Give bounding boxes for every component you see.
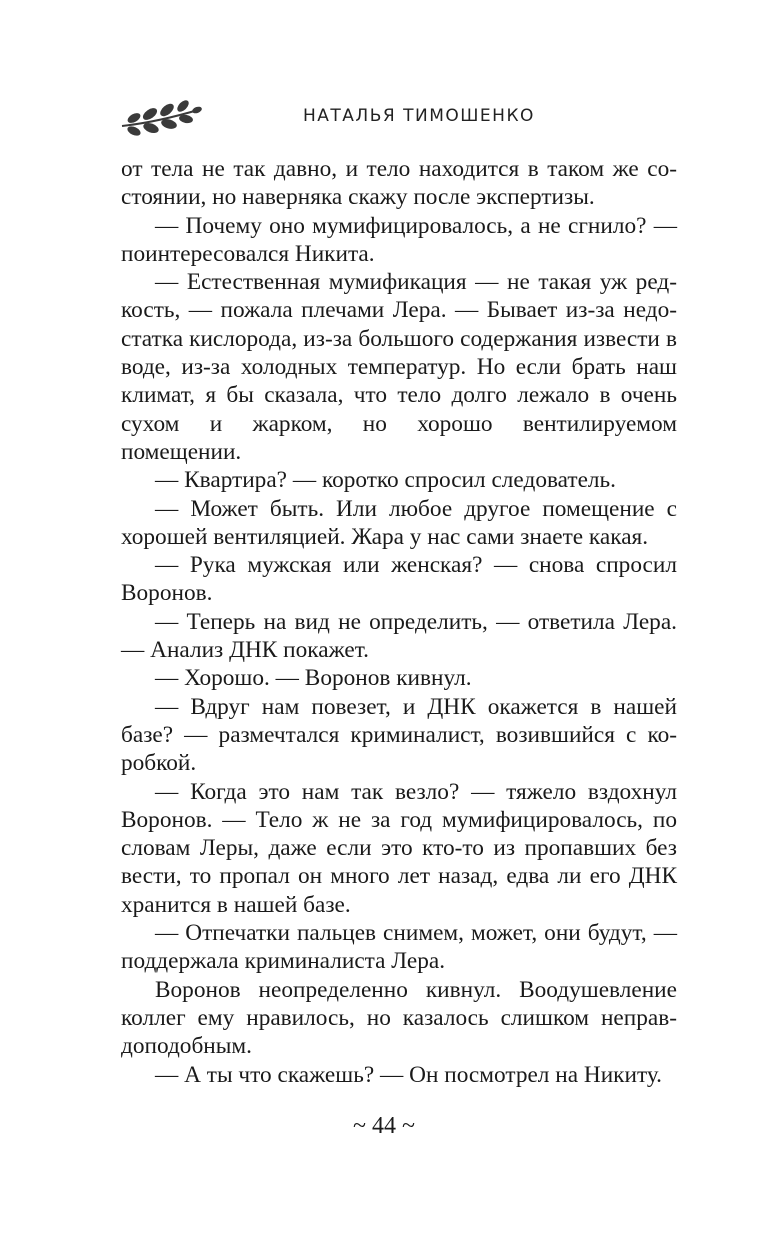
running-head-author: НАТАЛЬЯ ТИМОШЕНКО [303,106,535,126]
paragraph: — Рука мужская или женская? — снова спросил Воронов. [121,552,677,607]
paragraph: Воронов неопределенно кивнул. Воодушевление коллег ему нравилось, но казалось слишком неправдоподобным. [121,976,677,1060]
paragraph: — Когда это нам так везло? — тяжело вздохнул Воронов. — Тело ж не за год мумифицировалось, по словам Леры, даже если это кто-то из пропавших без вести, то пропал он много лет назад, едва ли его ДНК хранится в нашей базе. [121,778,677,918]
paragraph: — А ты что скажешь? — Он посмотрел на Никиту. [155,1061,662,1088]
paragraph: — Вдруг нам повезет, и ДНК окажется в нашей базе? — размечтался криминалист, возившийся с коробкой. [121,693,677,777]
paragraph: — Отпечатки пальцев снимем, может, они будут, — поддержала криминалиста Лера. [121,920,677,975]
body-text [121,155,677,1089]
page-number: ~ 44 ~ [353,1113,415,1139]
laurel-branch-icon [120,100,202,140]
paragraph: — Может быть. Или любое другое помещение с хорошей вентиляцией. Жара у нас сами знаете какая. [121,495,677,550]
paragraph: от тела не так давно, и тело находится в таком же состоянии, но наверняка скажу после экспертизы. [121,156,677,211]
running-head [120,100,680,140]
paragraph: — Квартира? — коротко спросил следователь. [155,467,616,494]
paragraph: — Хорошо. — Воронов кивнул. [155,665,472,692]
paragraph: — Теперь на вид не определить, — ответила Лера. — Анализ ДНК покажет. [121,608,677,664]
paragraph: — Естественная мумификация — не такая уж редкость, — пожала плечами Лера. — Бывает из-за недостатка кислорода, из-за большого содержания извести в воде, из-за холодных температур. Но если брать наш климат, я бы сказала, что тело долго лежало в очень сухом и жарком, но хорошо вентилируемом помещении. [121,269,677,465]
paragraph: — Почему оно мумифицировалось, а не сгнило? — поинтересовался Никита. [121,212,677,267]
